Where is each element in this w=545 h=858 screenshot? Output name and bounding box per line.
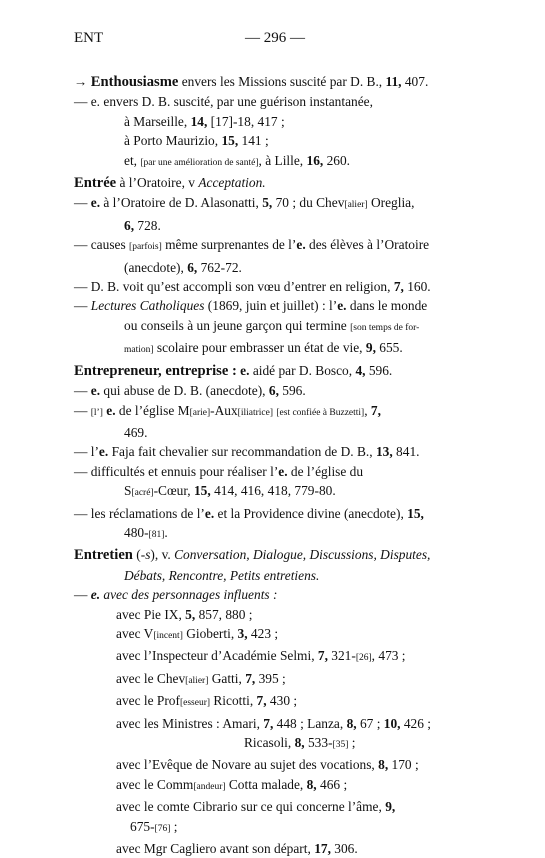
text-run: à l’Oratoire, v (116, 175, 199, 191)
text-run: , à Lille, (258, 152, 307, 168)
text-run: — causes (74, 237, 130, 253)
text-run: [17]-18, 417 ; (207, 113, 285, 129)
text-run: 7, (370, 402, 381, 418)
text-run: avec Mgr Cagliero avant son départ, (116, 841, 315, 857)
text-run: [incent] (153, 630, 183, 641)
text-run: à l’Oratoire de D. Alasonatti, (100, 195, 263, 211)
text-run: [andeur] (193, 781, 226, 792)
text-run: 7, (263, 715, 274, 731)
index-entries (74, 72, 476, 858)
text-run: e. (98, 444, 109, 460)
text-run: 655. (375, 340, 403, 356)
text-run: 141 ; (238, 133, 269, 149)
text-run: avec le comte Cibrario sur ce qui concerne l’âme, (116, 799, 386, 815)
text-run: e. (278, 463, 288, 479)
index-entry-line (74, 173, 476, 193)
text-run: avec l’Inspecteur d’Académie Selmi, (116, 648, 318, 664)
text-run: 8, (306, 776, 317, 792)
text-run: 15, (407, 505, 424, 521)
text-run: Lectures Catholiques (90, 298, 205, 314)
text-run: -Aux (210, 402, 238, 418)
index-continuation-line (74, 733, 476, 755)
index-continuation-line (74, 669, 476, 691)
index-continuation-line (74, 605, 476, 624)
index-entry-line (74, 235, 476, 257)
text-run: avec le Prof (116, 693, 180, 709)
text-run: 10, (383, 715, 401, 731)
index-entry-line (74, 401, 476, 423)
text-run: [alier] (344, 200, 368, 211)
text-run: avec l’Evêque de Novare au sujet des vocations, (116, 757, 379, 773)
text-run: [26] (355, 653, 372, 664)
text-run: — (74, 383, 91, 399)
text-run: 160. (403, 279, 431, 295)
text-run: 5, (262, 195, 273, 211)
text-run: 6, (268, 383, 279, 399)
text-run: e. (240, 362, 250, 378)
text-run: 6, (124, 217, 135, 233)
text-run: 8, (378, 757, 389, 773)
text-run: 306. (330, 841, 358, 857)
index-entry-line (74, 545, 476, 565)
text-run: [son temps de for- (350, 322, 420, 333)
text-run: , 473 ; (371, 648, 406, 664)
text-run: e. (106, 402, 116, 418)
text-run: 857, 880 ; (195, 606, 253, 622)
index-entry-line (74, 381, 476, 400)
index-entry-line (74, 277, 476, 296)
index-continuation-line (74, 839, 476, 858)
index-continuation-line (74, 646, 476, 668)
text-run: → (74, 74, 91, 89)
text-run: avec le Comm (116, 776, 194, 792)
text-run: — l’ (74, 444, 99, 460)
text-run: 414, 416, 418, 779-80. (210, 483, 336, 499)
text-run: 9, (365, 340, 376, 356)
text-run: 321- (327, 648, 356, 664)
text-run: 15, (193, 483, 211, 499)
index-entry-line (74, 92, 476, 111)
text-run: ; (170, 818, 178, 834)
text-run: Entretien (74, 547, 133, 564)
text-run: 7, (317, 648, 328, 664)
text-run: [par une amélioration de santé] (140, 157, 259, 168)
text-run: 728. (134, 217, 161, 233)
text-run: — (74, 298, 91, 314)
text-run: 7, (393, 279, 404, 295)
index-continuation-line (74, 714, 476, 733)
index-continuation-line (74, 691, 476, 713)
text-run: à Porto Maurizio, (124, 133, 222, 149)
text-run: [est confiée à Buzzetti] (276, 407, 365, 418)
text-run: [alier] (185, 675, 209, 686)
text-run: 448 ; Lanza, (273, 715, 347, 731)
text-run: ; (348, 735, 356, 750)
text-run: 70 ; du Chev (272, 195, 345, 211)
text-run: mation] (124, 345, 154, 356)
index-continuation-line (74, 131, 476, 150)
text-run: de l’église M (115, 402, 190, 418)
text-run: 17, (314, 841, 331, 857)
text-run: Débats, Rencontre, Petits entretiens. (124, 567, 320, 583)
text-run: . (164, 524, 168, 540)
running-head-keyword: ENT (74, 30, 104, 46)
index-continuation-line (74, 216, 476, 235)
text-run: — e. envers D. B. suscité, par une guérison instantanée, (74, 94, 373, 110)
text-run: 469. (124, 424, 148, 440)
text-run: Ricasoli, (244, 735, 295, 750)
text-run: 430 ; (266, 693, 298, 709)
text-run: Cotta malade, (225, 776, 307, 792)
text-run: 841. (392, 444, 420, 460)
text-run: 8, (294, 735, 305, 750)
text-run: Gatti, (208, 670, 246, 686)
text-run: [acré] (131, 488, 154, 499)
text-run: 260. (323, 152, 351, 168)
text-run: des élèves à l’Oratoire (305, 237, 430, 253)
index-continuation-line (74, 523, 476, 545)
text-run: dans le monde (346, 298, 428, 314)
text-run: 6, (187, 259, 198, 275)
text-run: 15, (221, 133, 239, 149)
index-entry-line (74, 193, 476, 215)
text-run: 762-72. (197, 259, 242, 275)
text-run: de l’église du (287, 463, 364, 479)
text-run: avec le Chev (116, 670, 186, 686)
index-continuation-line (74, 338, 476, 360)
index-continuation-line (74, 423, 476, 442)
text-run: aidé par D. Bosco, (249, 362, 356, 378)
text-run: (1869, juin et juillet) : l’ (204, 298, 338, 314)
text-run: Entrepreneur, entreprise : (74, 362, 237, 379)
text-run: Entrée (74, 175, 117, 192)
text-run: , (364, 402, 371, 418)
text-run: 596. (365, 362, 393, 378)
text-run: et, (124, 152, 141, 168)
text-run: Enthousiasme (90, 74, 179, 90)
text-run: 7, (245, 670, 256, 686)
text-run: 8, (346, 715, 357, 731)
text-run: même surprenantes de l’ (161, 237, 297, 253)
text-run: 16, (306, 152, 324, 168)
text-run: [arie] (189, 407, 211, 418)
text-run: 13, (375, 444, 393, 460)
index-entry-line (74, 504, 476, 523)
text-run: (- (132, 547, 146, 563)
index-continuation-line (74, 151, 476, 173)
text-run: ), v. (150, 547, 175, 563)
text-run: qui abuse de D. B. (anecdote), (100, 383, 269, 399)
text-run: à Marseille, (124, 113, 191, 129)
text-run: 466 ; (316, 776, 348, 792)
index-continuation-line (74, 797, 476, 816)
text-run: 3, (237, 625, 248, 641)
text-run: Conversation, Dialogue, Discussions, Disputes, (174, 547, 431, 563)
text-run: S (124, 483, 132, 499)
text-run: 423 ; (247, 625, 279, 641)
index-entry-line (74, 585, 476, 604)
text-run: Gioberti, (182, 625, 238, 641)
text-run: — (74, 587, 91, 603)
text-run: 11, (385, 74, 402, 89)
text-run: e. (90, 383, 101, 399)
text-run: — (74, 195, 91, 211)
text-run: 67 ; (356, 715, 384, 731)
index-entry-line (74, 361, 476, 381)
text-run: [l’] (90, 407, 103, 418)
index-continuation-line (74, 112, 476, 131)
text-run: Oreglia, (367, 195, 415, 211)
text-run: 426 ; (400, 715, 432, 731)
text-run: 533- (304, 735, 333, 750)
text-run: s (145, 547, 151, 563)
text-run: envers les Missions suscité par D. B., (178, 74, 386, 89)
text-run: e. (90, 587, 101, 603)
index-continuation-line (74, 755, 476, 774)
index-continuation-line (74, 566, 476, 585)
index-continuation-line (74, 481, 476, 503)
text-run: 5, (185, 606, 196, 622)
text-run: Faja fait chevalier sur recommandation de D. B., (108, 444, 376, 460)
text-run: [81] (148, 529, 165, 540)
text-run: 170 ; (388, 757, 419, 773)
text-run: [esseur] (179, 698, 211, 709)
text-run: 395 ; (255, 670, 286, 686)
text-run: e. (90, 195, 101, 211)
text-run: (anecdote), (124, 259, 188, 275)
text-run: et la Providence divine (anecdote), (214, 505, 408, 521)
text-run: avec V (116, 625, 154, 641)
text-run: e. (296, 237, 306, 253)
text-run: 4, (355, 362, 366, 378)
index-continuation-line (74, 316, 476, 338)
text-run: [parfois] (129, 242, 162, 253)
text-run: — (74, 402, 91, 418)
text-run: 9, (385, 799, 396, 815)
text-run: — difficultés et ennuis pour réaliser l’ (74, 463, 279, 479)
text-run: 407. (401, 74, 429, 89)
text-run: avec Pie IX, (116, 606, 186, 622)
index-entry-line (74, 72, 476, 92)
text-run: avec les Ministres : Amari, (116, 715, 264, 731)
text-run: Acceptation. (198, 175, 266, 191)
text-run: — D. B. voit qu’est accompli son vœu d’entrer en religion, (74, 279, 394, 295)
text-run: 596. (278, 383, 306, 399)
text-run: [iliatrice] (237, 407, 274, 418)
running-head (74, 30, 476, 50)
index-continuation-line (74, 817, 476, 839)
text-run: 7, (256, 693, 267, 709)
text-run: scolaire pour embrasser un état de vie, (153, 340, 366, 356)
index-continuation-line (74, 258, 476, 277)
index-continuation-line (74, 775, 476, 797)
text-run: [76] (154, 823, 171, 834)
page-number: — 296 — (245, 30, 305, 46)
text-run: avec des personnages influents : (100, 587, 278, 603)
index-entry-line (74, 462, 476, 481)
text-run: 480- (124, 524, 149, 540)
text-run: e. (204, 505, 215, 521)
text-run: — les réclamations de l’ (74, 505, 205, 521)
text-run: -Cœur, (153, 483, 194, 499)
text-run: 675- (130, 818, 155, 834)
text-run: ou conseils à un jeune garçon qui termine (124, 317, 351, 333)
index-continuation-line (74, 624, 476, 646)
index-entry-line (74, 296, 476, 315)
text-run: [35] (332, 740, 349, 750)
text-run: Ricotti, (210, 693, 257, 709)
text-run: 14, (190, 113, 208, 129)
index-entry-line (74, 442, 476, 461)
text-run: e. (337, 298, 347, 314)
